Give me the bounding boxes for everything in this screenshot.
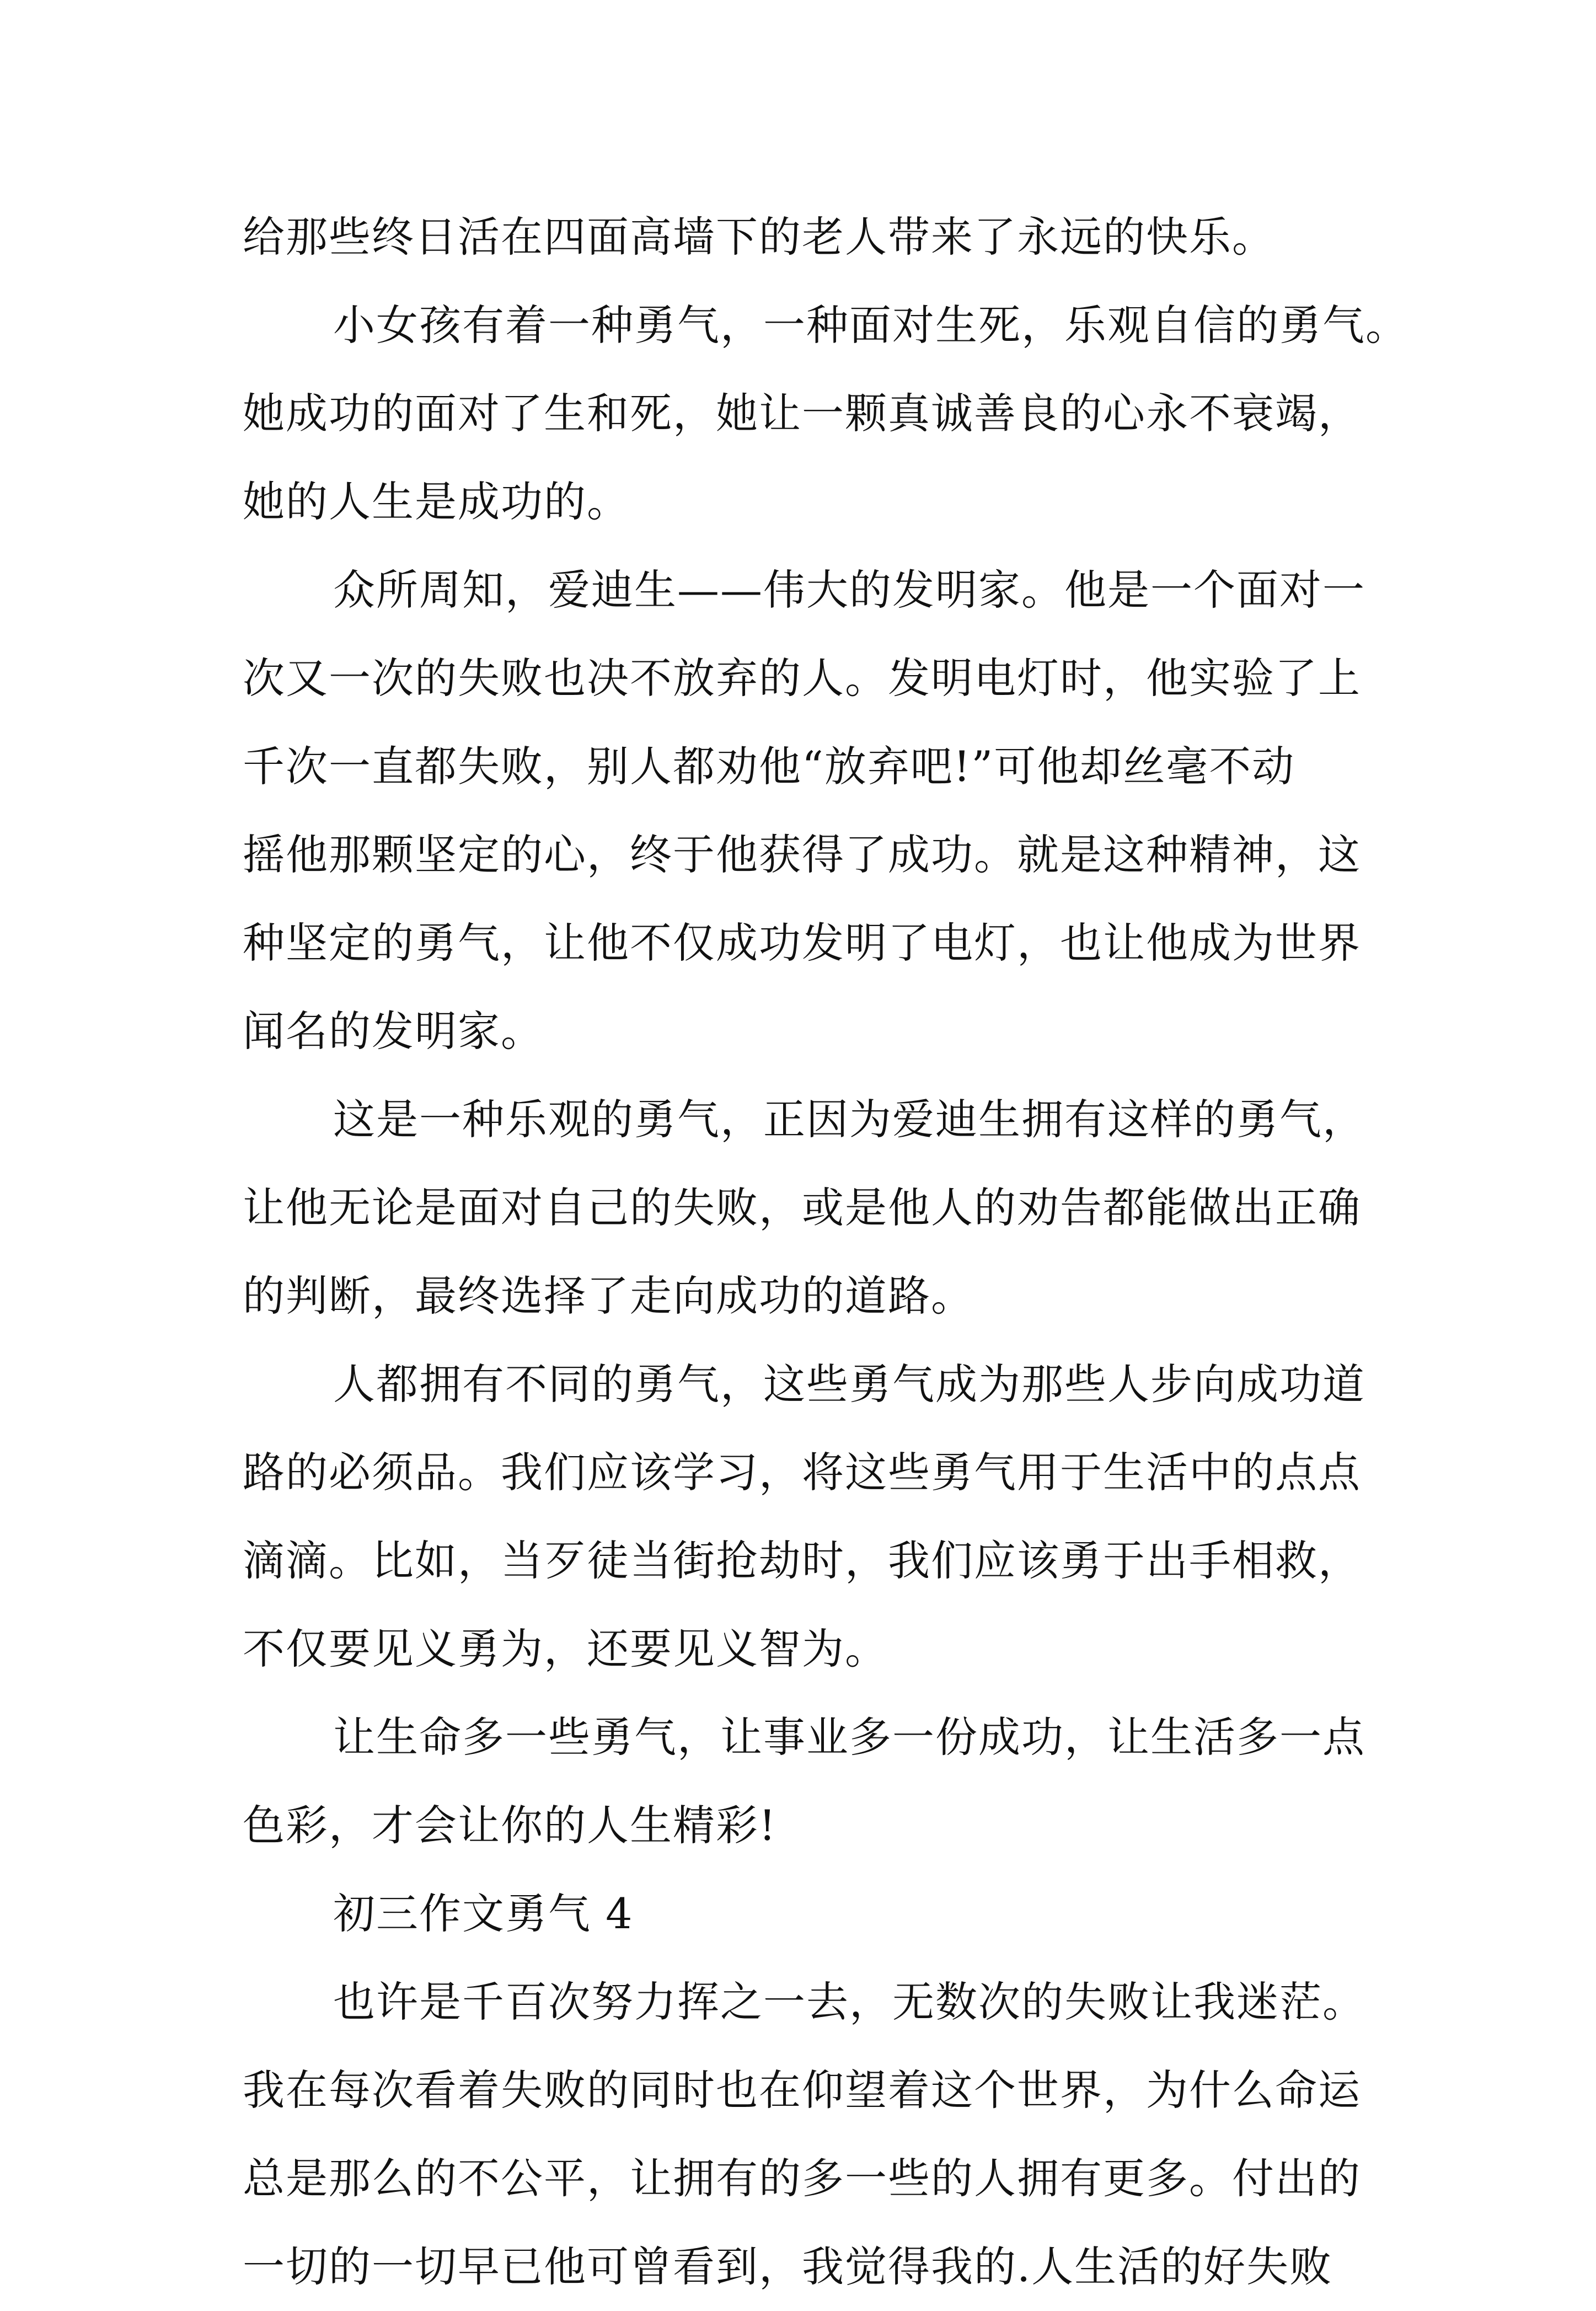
paragraph-start-line: 让生命多一些勇气，让事业多一份成功，让生活多一点 [333, 1713, 1365, 1762]
text-line: 总是那么的不公平，让拥有的多一些的人拥有更多。付出的 [243, 2154, 1361, 2203]
text-line: 摇他那颗坚定的心，终于他获得了成功。就是这种精神，这 [243, 830, 1361, 879]
text-line: 次又一次的失败也决不放弃的人。发明电灯时，他实验了上 [243, 654, 1361, 703]
text-line: 一切的一切早已他可曾看到，我觉得我的.人生活的好失败 [243, 2242, 1333, 2291]
text-line: 的判断，最终选择了走向成功的道路。 [243, 1271, 974, 1320]
paragraph-start-line: 这是一种乐观的勇气，正因为爱迪生拥有这样的勇气， [333, 1095, 1365, 1144]
text-line: 千次一直都失败，别人都劝他“放弃吧!”可他却丝毫不动 [243, 742, 1295, 791]
document-body [243, 193, 1408, 2311]
text-line: 让他无论是面对自己的失败，或是他人的劝告都能做出正确 [243, 1183, 1361, 1232]
section-heading: 初三作文勇气 4 [333, 1889, 634, 1938]
text-line: 闻名的发明家。 [243, 1007, 544, 1056]
text-line: 路的必须品。我们应该学习，将这些勇气用于生活中的点点 [243, 1448, 1361, 1497]
text-line: 滴滴。比如，当歹徒当街抢劫时，我们应该勇于出手相救， [243, 1536, 1361, 1585]
text-line: 她成功的面对了生和死，她让一颗真诚善良的心永不衰竭， [243, 389, 1361, 438]
paragraph-start-line: 众所周知，爱迪生——伟大的发明家。他是一个面对一 [333, 565, 1365, 614]
paragraph-start-line: 小女孩有着一种勇气，一种面对生死，乐观自信的勇气。 [333, 301, 1408, 350]
paragraph-start-line: 也许是千百次努力挥之一去，无数次的失败让我迷茫。 [333, 1977, 1365, 2026]
text-line: 色彩，才会让你的人生精彩! [243, 1801, 777, 1850]
paragraph-start-line: 人都拥有不同的勇气，这些勇气成为那些人步向成功道 [333, 1360, 1365, 1409]
text-line: 种坚定的勇气，让他不仅成功发明了电灯，也让他成为世界 [243, 918, 1361, 967]
text-line: 给那些终日活在四面高墙下的老人带来了永远的快乐。 [243, 212, 1275, 261]
text-line: 她的人生是成功的。 [243, 477, 630, 526]
text-line: 不仅要见义勇为，还要见义智为。 [243, 1624, 888, 1673]
text-line: 我在每次看着失败的同时也在仰望着这个世界，为什么命运 [243, 2066, 1361, 2115]
